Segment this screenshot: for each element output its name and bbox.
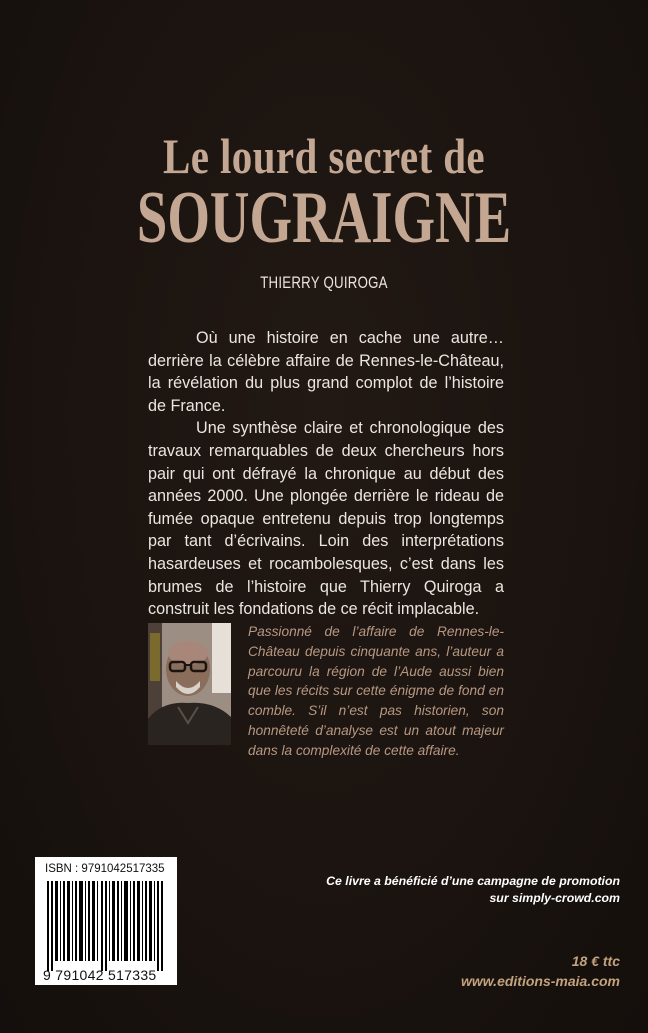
promo-line-2: sur simply-crowd.com (489, 891, 620, 905)
promo-line-1: Ce livre a bénéficié d’une campagne de promotion (326, 874, 620, 888)
barcode-number: 9 791042 517335 (43, 967, 157, 983)
blurb-paragraph-2: Une synthèse claire et chronologique des travaux remarquables de deux chercheurs hors pair qui ont défrayé la chronique au début des années 2000. Une plongée derrière le rideau de fumée opaque entretenu depuis trop longtemps par tant d’écrivains. Loin des interprétations hasardeuses et rocambolesques, c’est dans les brumes de l’histoire que Thierry Quiroga a construit les fondations de ce récit implacable. (148, 419, 504, 619)
author-name: THIERRY QUIROGA (260, 273, 388, 292)
author-bio: Passionné de l’affaire de Rennes-le-Château depuis cinquante ans, l’auteur a parcouru la région de l’Aude aussi bien que les récits sur cette énigme de fond en comble. S’il n’est pas historien, son honnêteté d’analyse est un atout majeur dans la complexité de cette affaire. (248, 624, 504, 758)
title-line-1: Le lourd secret de (162, 128, 486, 184)
barcode-icon (35, 857, 177, 985)
blurb (148, 327, 504, 621)
title-line-2: SOUGRAIGNE (136, 177, 512, 259)
promo-text (300, 873, 620, 907)
price: 18 € ttc (571, 953, 620, 969)
author-photo (148, 623, 231, 745)
isbn-label: ISBN : 9791042517335 (45, 863, 165, 875)
blurb-paragraph-1: Où une histoire en cache une autre… derrière la célèbre affaire de Rennes-le-Château, la révélation du plus grand complot de l’histoire de France. (148, 329, 504, 415)
author-portrait-icon (148, 623, 231, 745)
barcode (35, 857, 177, 985)
publisher-website: www.editions-maia.com (461, 973, 620, 989)
